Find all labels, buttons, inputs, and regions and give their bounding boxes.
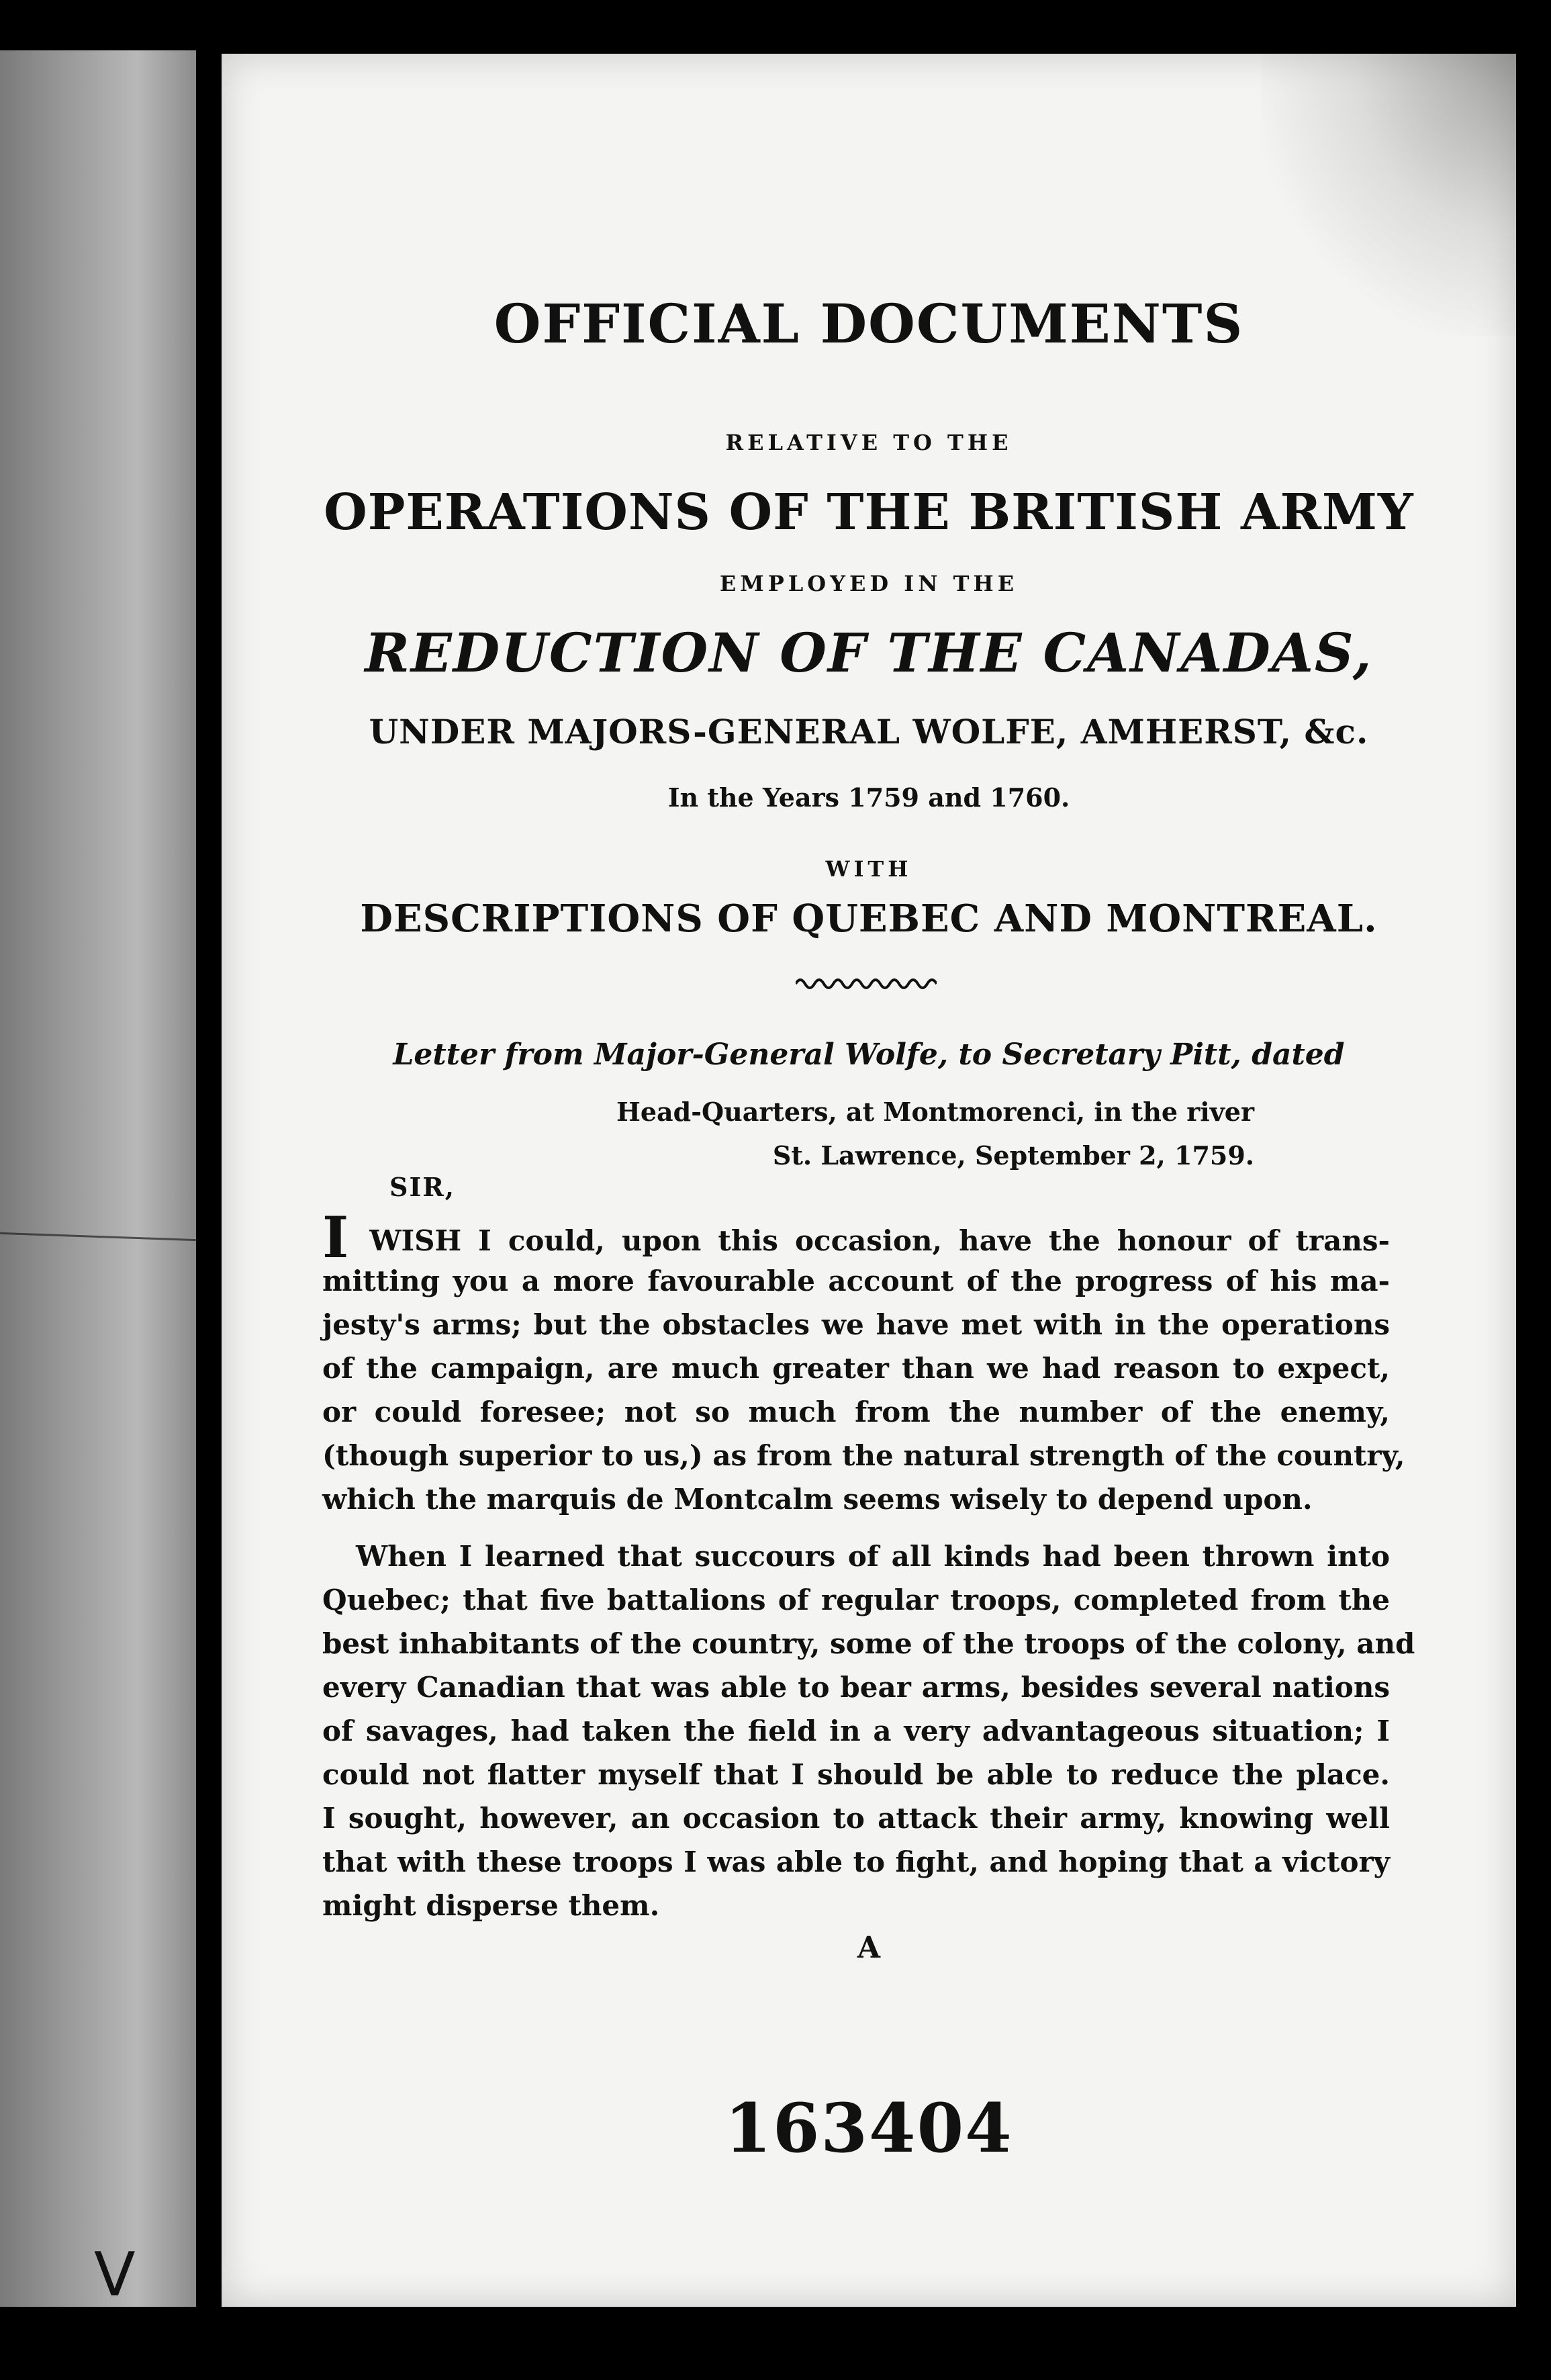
subtitle-years: In the Years 1759 and 1760. (667, 782, 1070, 813)
letter-body-line (322, 1393, 1390, 1431)
letter-body-line (322, 1350, 1390, 1387)
letter-body-text: jesty's arms; but the obstacles we have met with in the operations (322, 1308, 1390, 1341)
document-page (222, 54, 1516, 2307)
margin-check-mark: V (94, 2240, 136, 2310)
letter-body-text: that with these troops I was able to fight, and hoping that a victory (322, 1845, 1390, 1878)
letter-body-text: best inhabitants of the country, some of the troops of the colony, and (322, 1627, 1415, 1660)
letter-body-text: WISH I could, upon this occasion, have the honour of trans- (352, 1224, 1390, 1257)
signature-mark: A (857, 1931, 881, 1965)
letter-dateline-1: Head-Quarters, at Montmorenci, in the river (616, 1097, 1254, 1127)
paper-crease (0, 1232, 196, 1241)
letter-body-line (322, 1800, 1390, 1837)
subtitle-with: WITH (825, 856, 912, 882)
subtitle-relative: RELATIVE TO THE (725, 430, 1013, 455)
letter-body-line (322, 1756, 1390, 1794)
letter-body-text: Quebec; that five battalions of regular troops, completed from the (322, 1584, 1390, 1616)
letter-body-text: of savages, had taken the field in a very advantageous situation; I (322, 1714, 1390, 1747)
subtitle-under: UNDER MAJORS-GENERAL WOLFE, AMHERST, &c. (369, 712, 1369, 751)
letter-body-text: mitting you a more favourable account of the progress of his ma- (322, 1265, 1390, 1297)
previous-leaf-edge (0, 50, 196, 2310)
subtitle-operations: OPERATIONS OF THE BRITISH ARMY (324, 484, 1414, 541)
document-title: OFFICIAL DOCUMENTS (493, 292, 1244, 355)
letter-body-text: might disperse them. (322, 1889, 660, 1922)
letter-body-text: of the campaign, are much greater than we had reason to expect, (322, 1352, 1390, 1385)
letter-body-line (322, 1204, 1390, 1271)
subtitle-employed: EMPLOYED IN THE (719, 571, 1019, 596)
letter-body-line (322, 1306, 1390, 1344)
letter-body-text: (though superior to us,) as from the natural strength of the country, (322, 1439, 1405, 1472)
letter-body-text: which the marquis de Montcalm seems wisely to depend upon. (322, 1483, 1313, 1516)
letter-body-text: or could foresee; not so much from the number of the enemy, (322, 1395, 1390, 1428)
wavy-rule-ornament (796, 974, 937, 994)
subtitle-descriptions: DESCRIPTIONS OF QUEBEC AND MONTREAL. (360, 897, 1378, 941)
letter-salutation: SIR, (389, 1172, 456, 1202)
letter-body-line (322, 1625, 1415, 1663)
letter-dateline-2: St. Lawrence, September 2, 1759. (772, 1140, 1254, 1171)
letter-body-text: I sought, however, an occasion to attack their army, knowing well (322, 1802, 1390, 1835)
letter-body-text: When I learned that succours of all kinds had been thrown into (356, 1540, 1390, 1573)
drop-cap: I (322, 1204, 349, 1271)
letter-body-text: could not flatter myself that I should be able to reduce the place. (322, 1758, 1390, 1791)
letter-body-line (322, 1481, 1390, 1518)
letter-body-line (322, 1669, 1390, 1706)
letter-body-line (322, 1843, 1390, 1881)
letter-body-line (356, 1538, 1390, 1575)
letter-heading: Letter from Major-General Wolfe, to Secretary Pitt, dated (393, 1038, 1345, 1072)
letter-body-line (322, 1712, 1390, 1750)
accession-stamp-number: 163404 (724, 2089, 1013, 2168)
letter-body-line (322, 1263, 1390, 1300)
letter-body-line (322, 1437, 1405, 1475)
letter-body-line (322, 1887, 1390, 1925)
letter-body-text: every Canadian that was able to bear arms, besides several nations (322, 1671, 1390, 1704)
letter-body-line (322, 1582, 1390, 1619)
subtitle-reduction: REDUCTION OF THE CANADAS, (365, 621, 1373, 684)
